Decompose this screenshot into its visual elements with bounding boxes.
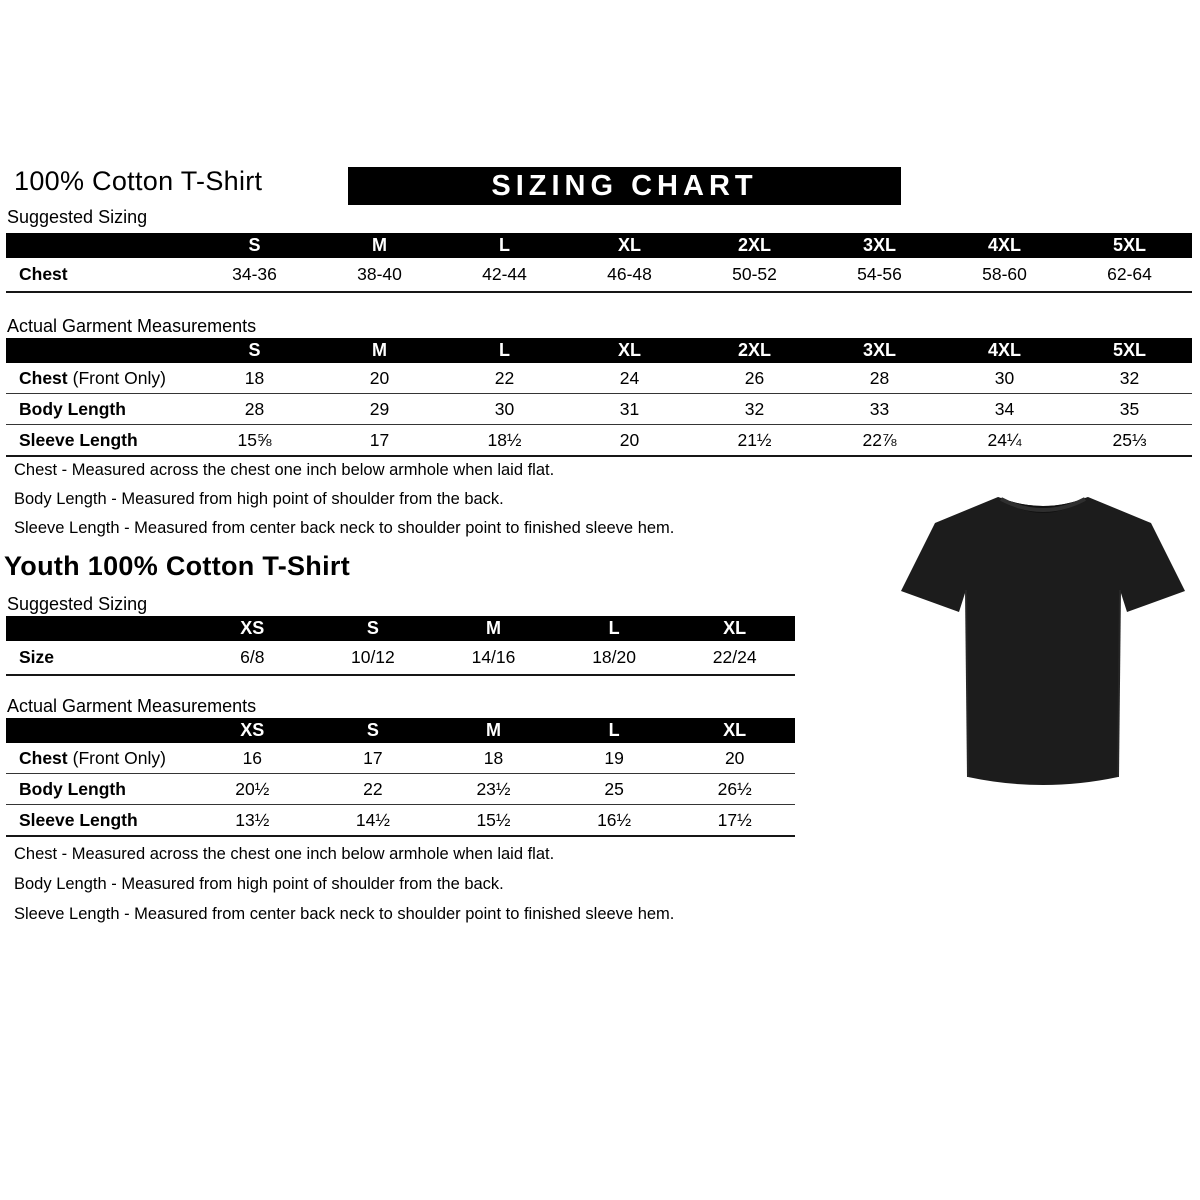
value-cell: 24¼ xyxy=(987,429,1022,450)
value-cell: 26½ xyxy=(717,778,752,799)
row-label: Sleeve Length xyxy=(19,429,138,450)
row-label: Chest (Front Only) xyxy=(19,367,166,388)
value-cell: 16 xyxy=(242,747,263,768)
value-cell: 20 xyxy=(724,747,745,768)
value-cell: 54-56 xyxy=(857,264,902,284)
table-header-row xyxy=(6,616,795,641)
value-cell: 50-52 xyxy=(732,264,777,284)
row-label: Body Length xyxy=(19,398,126,419)
header-cell: L xyxy=(499,235,510,255)
header-cell: S xyxy=(248,235,261,255)
youth-note-chest: Chest - Measured across the chest one inch below armhole when laid flat. xyxy=(14,845,555,863)
header-cell: L xyxy=(499,340,510,360)
header-cell: M xyxy=(372,340,387,360)
value-cell: 25⅓ xyxy=(1112,429,1147,450)
value-cell: 34-36 xyxy=(232,264,277,284)
table-row xyxy=(6,425,1192,457)
header-cell: 5XL xyxy=(1112,340,1146,360)
table-header-row xyxy=(6,718,795,743)
value-cell: 20 xyxy=(369,367,390,388)
value-cell: 16½ xyxy=(597,809,632,830)
header-cell: XL xyxy=(617,340,641,360)
value-cell: 18 xyxy=(244,367,265,388)
value-cell: 30 xyxy=(494,398,515,419)
header-cell: 2XL xyxy=(737,340,771,360)
value-cell: 20½ xyxy=(235,778,270,799)
value-cell: 38-40 xyxy=(357,264,402,284)
value-cell: 19 xyxy=(604,747,624,768)
table-header-row xyxy=(6,233,1192,258)
value-cell: 18½ xyxy=(487,429,522,450)
header-cell: 2XL xyxy=(737,235,771,255)
value-cell: 42-44 xyxy=(482,264,527,284)
youth-suggested-table xyxy=(6,616,795,676)
value-cell: 22 xyxy=(494,367,515,388)
value-cell: 17½ xyxy=(717,809,752,830)
header-cell-empty xyxy=(6,718,192,743)
value-cell: 14/16 xyxy=(471,647,516,667)
header-cell: 3XL xyxy=(862,340,896,360)
value-cell: 24 xyxy=(619,367,640,388)
value-cell: 10/12 xyxy=(350,647,395,667)
youth-actual-label: Actual Garment Measurements xyxy=(7,696,257,716)
adult-suggested-label: Suggested Sizing xyxy=(7,207,148,227)
value-cell: 26 xyxy=(744,367,765,388)
value-cell: 15⅝ xyxy=(237,429,272,450)
value-cell: 34 xyxy=(994,398,1015,419)
header-cell: 3XL xyxy=(862,235,896,255)
value-cell: 6/8 xyxy=(240,647,265,667)
value-cell: 25 xyxy=(604,778,624,799)
header-cell: XS xyxy=(240,618,265,638)
header-cell: S xyxy=(366,720,379,740)
value-cell: 22⅞ xyxy=(862,429,897,450)
header-cell: 4XL xyxy=(987,235,1021,255)
table-row xyxy=(6,394,1192,425)
table-row xyxy=(6,363,1192,394)
adult-suggested-table xyxy=(6,233,1192,293)
value-cell: 17 xyxy=(363,747,383,768)
adult-title: 100% Cotton T-Shirt xyxy=(14,166,263,196)
row-label: Body Length xyxy=(19,778,126,799)
value-cell: 18/20 xyxy=(592,647,636,667)
value-cell: 22 xyxy=(363,778,383,799)
value-cell: 23½ xyxy=(476,778,511,799)
header-cell: S xyxy=(366,618,379,638)
header-cell: XL xyxy=(723,618,747,638)
youth-suggested-label: Suggested Sizing xyxy=(7,594,148,614)
header-cell: 4XL xyxy=(987,340,1021,360)
youth-actual-table xyxy=(6,718,795,837)
table-row xyxy=(6,743,795,774)
value-cell: 35 xyxy=(1119,398,1140,419)
header-cell: M xyxy=(485,618,501,638)
row-label: Sleeve Length xyxy=(19,809,138,830)
adult-note-body: Body Length - Measured from high point of shoulder from the back. xyxy=(14,490,504,508)
youth-title: Youth 100% Cotton T-Shirt xyxy=(4,551,350,581)
value-cell: 32 xyxy=(744,398,765,419)
value-cell: 21½ xyxy=(737,429,772,450)
value-cell: 58-60 xyxy=(982,264,1027,284)
header-cell: M xyxy=(372,235,387,255)
header-cell: XS xyxy=(240,720,265,740)
table-row xyxy=(6,774,795,805)
value-cell: 32 xyxy=(1119,367,1140,388)
value-cell: 18 xyxy=(483,747,504,768)
row-label: Chest xyxy=(19,264,68,284)
table-row xyxy=(6,641,795,676)
youth-note-sleeve: Sleeve Length - Measured from center back neck to shoulder point to finished sleeve hem. xyxy=(14,905,675,923)
value-cell: 22/24 xyxy=(712,647,757,667)
adult-actual-table xyxy=(6,338,1192,457)
value-cell: 17 xyxy=(369,429,390,450)
header-cell: 5XL xyxy=(1112,235,1146,255)
value-cell: 28 xyxy=(869,367,890,388)
value-cell: 33 xyxy=(869,398,890,419)
value-cell: 15½ xyxy=(476,809,511,830)
row-label: Chest (Front Only) xyxy=(19,747,166,768)
header-cell: S xyxy=(248,340,261,360)
header-cell: L xyxy=(608,720,620,740)
table-row xyxy=(6,258,1192,293)
value-cell: 62-64 xyxy=(1107,264,1152,284)
adult-note-chest: Chest - Measured across the chest one inch below armhole when laid flat. xyxy=(14,461,555,479)
adult-actual-label: Actual Garment Measurements xyxy=(7,316,257,336)
sizing-chart-banner: SIZING CHART xyxy=(348,167,901,205)
table-row xyxy=(6,805,795,837)
value-cell: 28 xyxy=(244,398,265,419)
header-cell: M xyxy=(485,720,501,740)
header-cell: XL xyxy=(617,235,641,255)
row-label: Size xyxy=(19,647,55,667)
header-cell-empty xyxy=(6,233,192,258)
value-cell: 13½ xyxy=(235,809,270,830)
value-cell: 46-48 xyxy=(607,264,652,284)
black-tshirt-icon xyxy=(897,477,1189,817)
table-header-row xyxy=(6,338,1192,363)
adult-note-sleeve: Sleeve Length - Measured from center back neck to shoulder point to finished sleeve hem. xyxy=(14,519,675,537)
value-cell: 14½ xyxy=(355,809,390,830)
value-cell: 31 xyxy=(619,398,640,419)
value-cell: 29 xyxy=(369,398,390,419)
header-cell: L xyxy=(608,618,620,638)
youth-note-body: Body Length - Measured from high point of shoulder from the back. xyxy=(14,875,504,893)
value-cell: 30 xyxy=(994,367,1015,388)
header-cell: XL xyxy=(723,720,747,740)
header-cell-empty xyxy=(6,338,192,363)
header-cell-empty xyxy=(6,616,192,641)
tshirt-image xyxy=(897,477,1189,817)
value-cell: 20 xyxy=(619,429,640,450)
